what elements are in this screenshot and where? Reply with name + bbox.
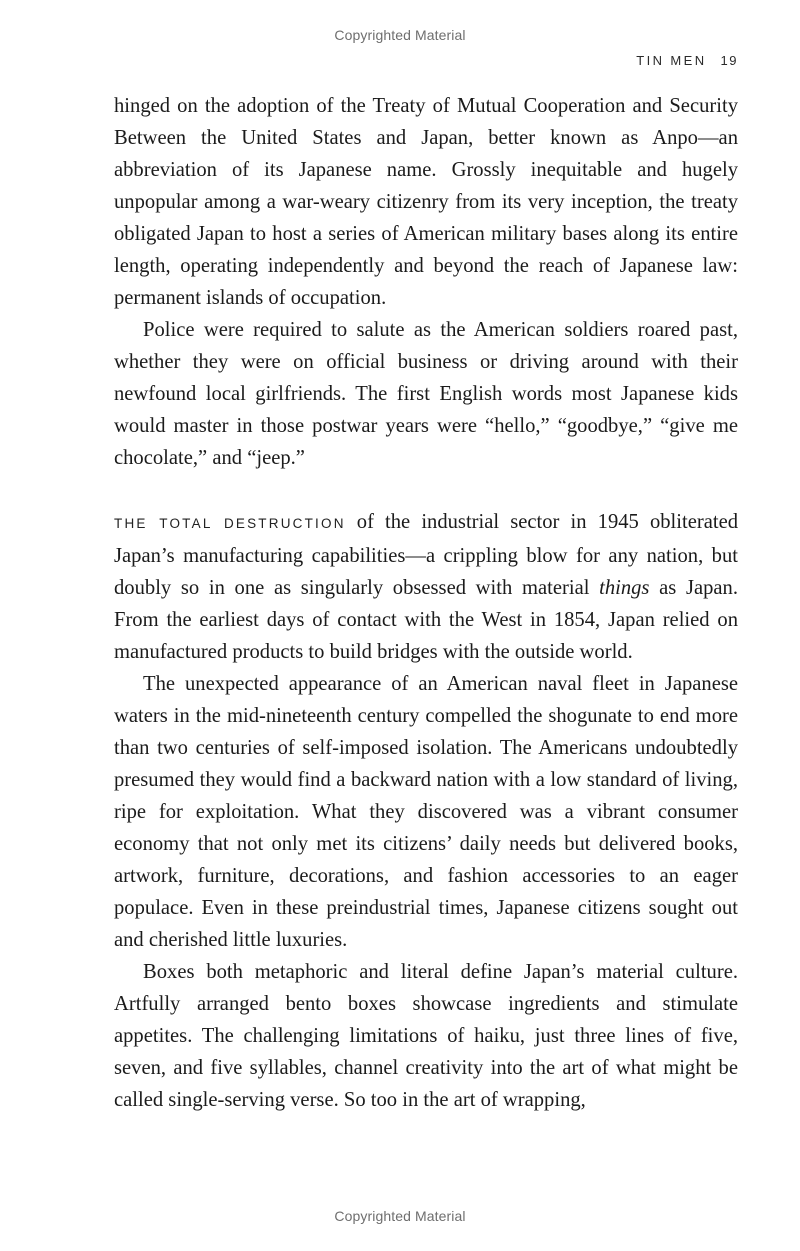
- paragraph: Police were required to salute as the American soldiers roared past, whether they were on official business or driving around with their newfound local girlfriends. The first English words most Japanese kids would master in those postwar years were “hello,” “goodbye,” “give me chocolate,” and “jeep.”: [114, 319, 738, 469]
- paragraph: The unexpected appearance of an American naval fleet in Japanese waters in the mid-nineteenth century compelled the shogunate to end more than two centuries of self-imposed isolation. The Americans undoubtedly presumed they would find a backward nation with a low standard of living, ripe for exploitation. What they discovered was a vibrant consumer economy that not only met its citizens’ daily needs but delivered books, artwork, furniture, decorations, and fashion accessories to an eager populace. Even in these preindustrial times, Japanese citizens sought out and cherished little luxuries.: [114, 673, 738, 951]
- section-opening-paragraph: [114, 506, 738, 668]
- paragraph-text-continued: as Japan. From the earliest days of contact with the West in 1854, Japan relied on manufactured products to build bridges with the outside world.: [114, 577, 738, 663]
- section-lead-in: THE TOTAL DESTRUCTION: [114, 516, 346, 531]
- paragraph-text: of the industrial sector in 1945 obliterated Japan’s manufacturing capabilities—a crippling blow for any nation, but doubly so in one as singularly obsessed with material: [114, 511, 739, 599]
- emphasis-text: things: [599, 577, 650, 599]
- paragraph: Boxes both metaphoric and literal define Japan’s material culture. Artfully arranged bento boxes showcase ingredients and stimulate appetites. The challenging limitations of haiku, just three lines of five, seven, and five syllables, channel creativity into the art of what might be called single-serving verse. So too in the art of wrapping,: [114, 961, 738, 1111]
- running-head-title: TIN MEN: [636, 53, 707, 68]
- page-number: 19: [720, 53, 738, 68]
- copyright-watermark-bottom: Copyrighted Material: [334, 1208, 466, 1224]
- running-head: [636, 53, 738, 68]
- paragraph: hinged on the adoption of the Treaty of Mutual Cooperation and Security Between the United States and Japan, better known as Anpo—an abbreviation of its Japanese name. Grossly inequitable and hugely unpopular among a war-weary citizenry from its very inception, the treaty obligated Japan to host a series of American military bases along its entire length, operating independently and beyond the reach of Japanese law: permanent islands of occupation.: [114, 95, 738, 309]
- body-text: [114, 90, 738, 1116]
- copyright-watermark-top: Copyrighted Material: [334, 27, 466, 43]
